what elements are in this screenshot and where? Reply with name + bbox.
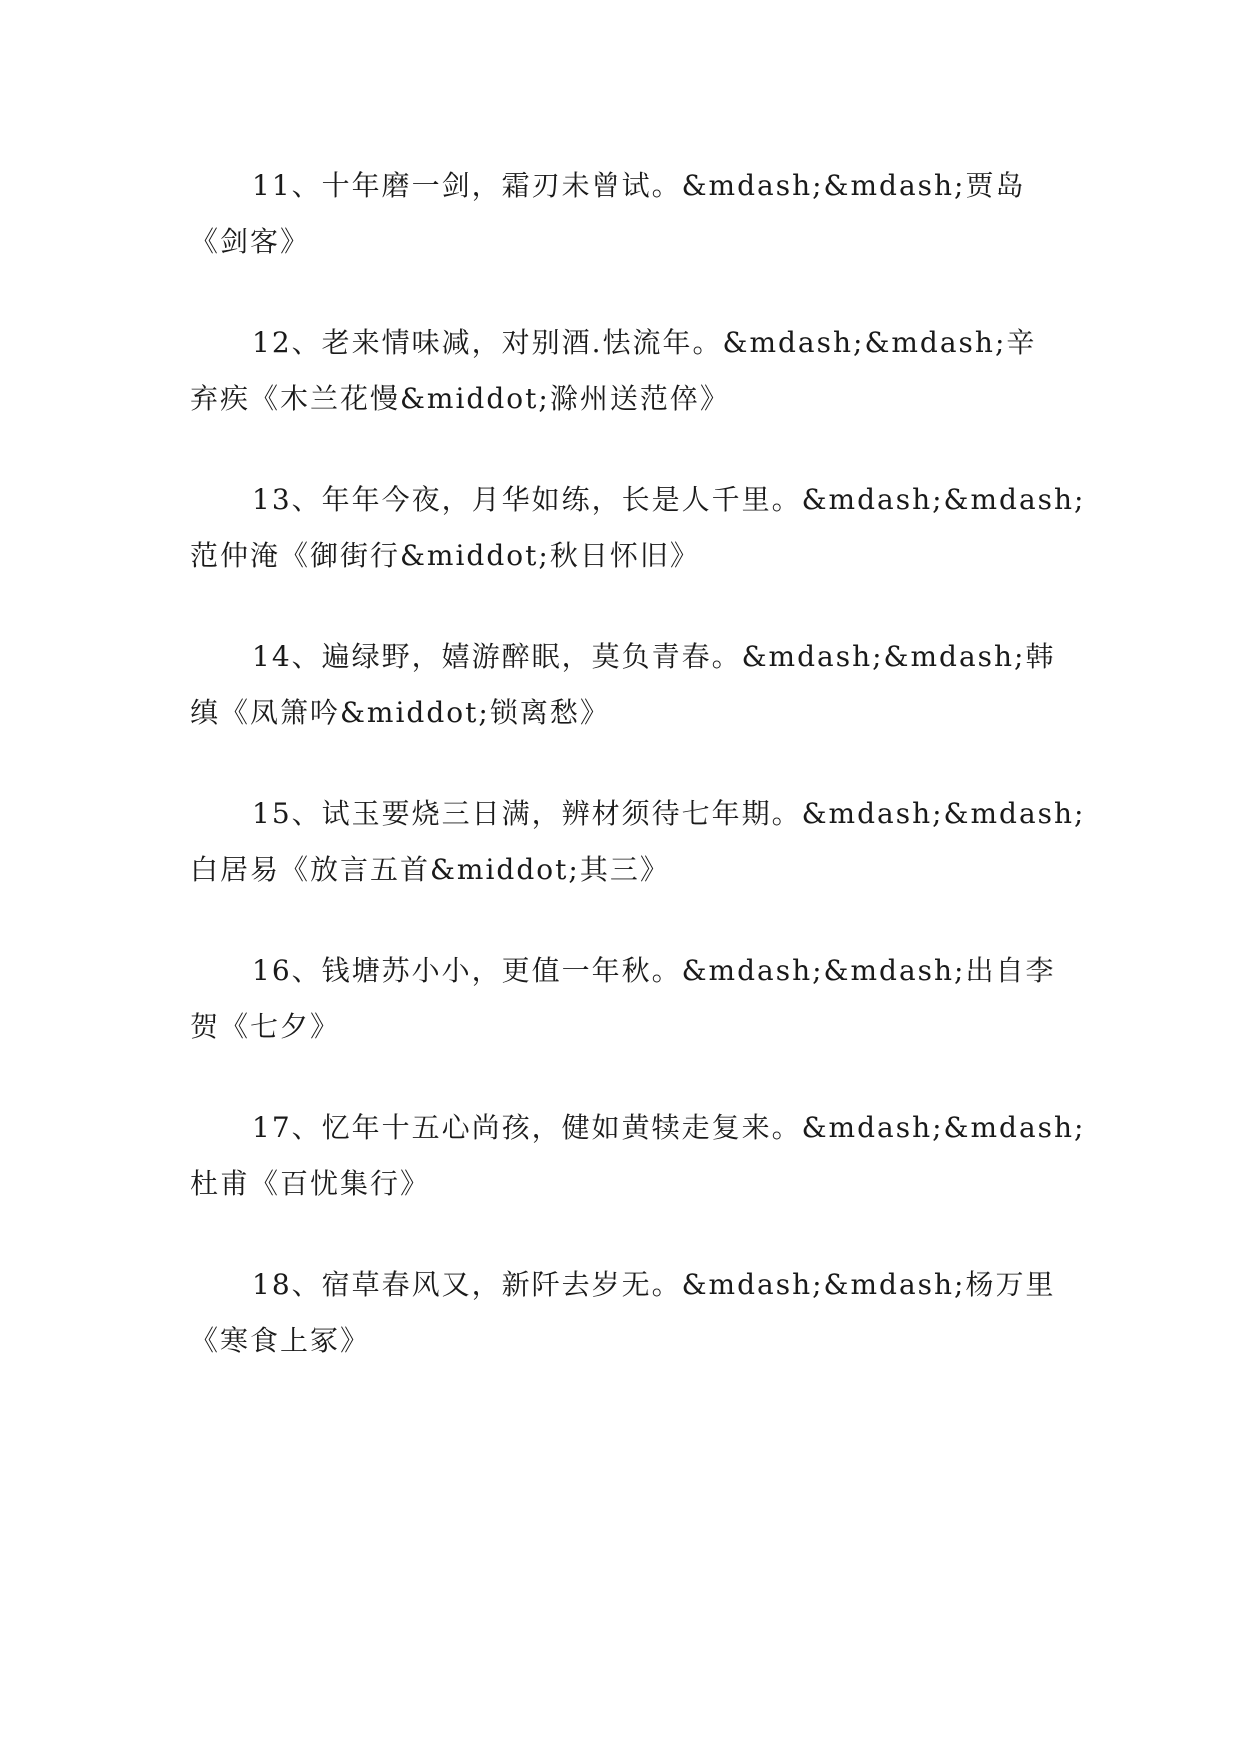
quote-line: 16、钱塘苏小小，更值一年秋。&mdash;&mdash;出自李	[252, 954, 1056, 987]
quote-line: 12、老来情味减，对别酒.怯流年。&mdash;&mdash;辛	[252, 326, 1037, 359]
quote-line: 13、年年今夜，月华如练，长是人千里。&mdash;&mdash;	[252, 483, 1086, 516]
quote-source: 弃疾《木兰花慢&middot;滁州送范倅》	[190, 382, 730, 415]
quote-source: 白居易《放言五首&middot;其三》	[190, 853, 670, 886]
quote-line: 11、十年磨一剑，霜刃未曾试。&mdash;&mdash;贾岛	[252, 169, 1026, 202]
quote-source: 《寒食上冢》	[190, 1324, 371, 1357]
quote-entry-13	[190, 472, 1086, 584]
quote-entry-11	[190, 158, 1060, 270]
quote-entry-15	[190, 786, 1086, 898]
quote-line: 18、宿草春风又，新阡去岁无。&mdash;&mdash;杨万里	[252, 1268, 1056, 1301]
quote-entry-16	[190, 943, 1060, 1055]
quote-source: 范仲淹《御街行&middot;秋日怀旧》	[190, 539, 700, 572]
quote-source: 《剑客》	[190, 225, 311, 258]
quote-source: 杜甫《百忧集行》	[190, 1167, 431, 1200]
quote-source: 贺《七夕》	[190, 1010, 341, 1043]
quote-source: 缜《凤箫吟&middot;锁离愁》	[190, 696, 610, 729]
quote-entry-18	[190, 1257, 1060, 1369]
quote-line: 15、试玉要烧三日满，辨材须待七年期。&mdash;&mdash;	[252, 797, 1086, 830]
quote-line: 14、遍绿野，嬉游醉眠，莫负青春。&mdash;&mdash;韩	[252, 640, 1056, 673]
quote-line: 17、忆年十五心尚孩，健如黄犊走复来。&mdash;&mdash;	[252, 1111, 1086, 1144]
quote-entry-12	[190, 315, 1060, 427]
quote-entry-17	[190, 1100, 1086, 1212]
quote-entry-14	[190, 629, 1060, 741]
